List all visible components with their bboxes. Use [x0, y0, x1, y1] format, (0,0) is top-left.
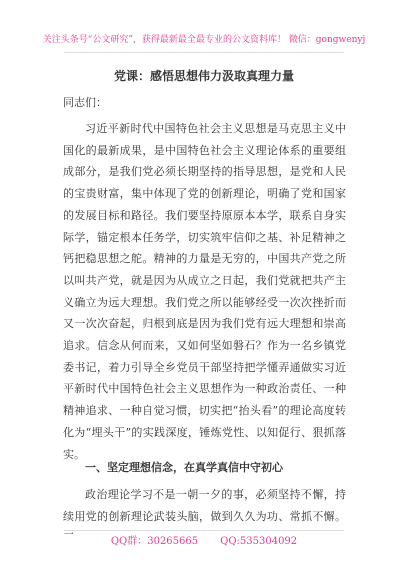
promo-banner: 关注头条号“公文研究”，获得最新最全最专业的公文资料库！ 微信：gongwenyj — [42, 35, 366, 45]
body-paragraph-2: 政治理论学习不是一朝一夕的事，必须坚持不懈，持续用党的创新理论武装头脑，做到久久为功、常抓不懈。 — [63, 488, 346, 523]
footer-qq-number: QQ:535304092 — [220, 536, 298, 547]
footer-qq-group: QQ群：30265665 — [110, 536, 199, 547]
document-title: 党课：感悟思想伟力汲取真理力量 — [113, 69, 294, 83]
footer-contact — [0, 534, 408, 550]
salutation: 同志们： — [63, 96, 107, 109]
footer-divider — [64, 530, 344, 531]
body-paragraph: 习近平新时代中国特色社会主义思想是马克思主义中国化的最新成果，是中国特色社会主义理论体系的重要组成部分，是我们党必须长期坚持的指导思想，是党和人民的宝贵财富，集中体现了党的创新理论，明确了党和国家的发展目标和路径。我们要坚持原原本本学，联系自身实际学，锚定根本任务学，切实筑牢信仰之基、补足精神之钙把稳思想之舵。精神的力量是无穷的，中国共产党之所以叫共产党，就是因为从成立之日起，我们党就把共产主义确立为远大理想。我们党之所以能够经受一次次挫折而又一次次奋起，归根到底是因为我们党有远大理想和崇高追求。信念从何而来，又如何坚如磐石？作为一名乡镇党委书记，着力引导全乡党员干部坚持把学懂弄通做实习近平新时代中国特色社会主义思想作为一种政治责任、一种精神追求、一种自觉习惯，切实把“抬头看”的理论高度转化为“埋头干”的实践深度，锤炼党性、以知促行、狠抓落实。 — [63, 122, 346, 461]
section-heading: 一、坚定理想信念，在真学真信中守初心 — [85, 461, 283, 474]
header-divider — [64, 52, 344, 53]
